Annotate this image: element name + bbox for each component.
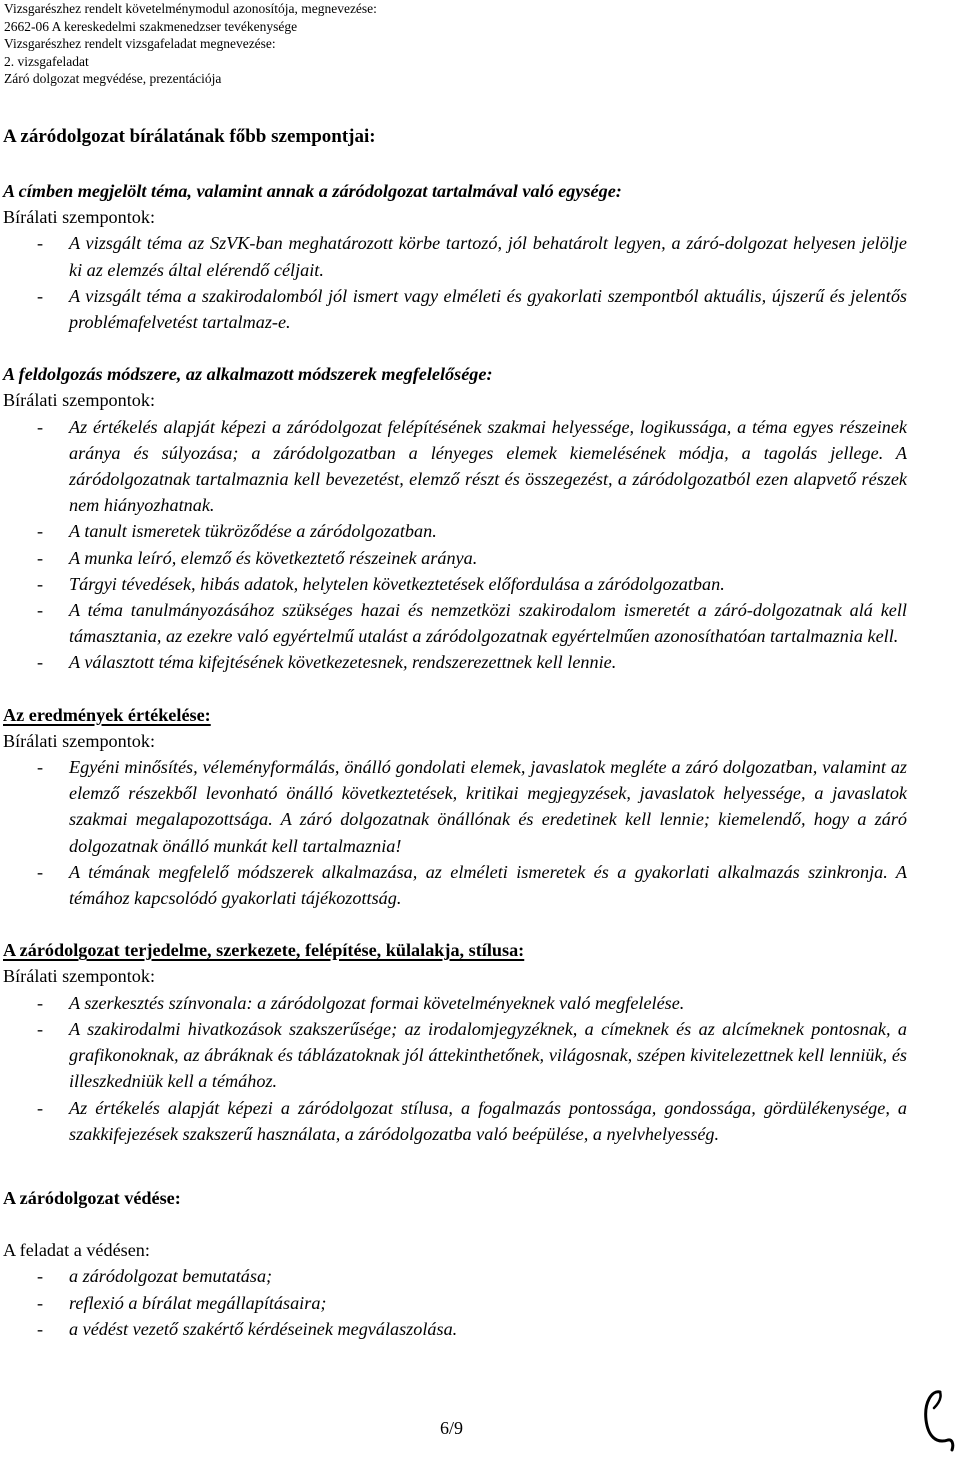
spacer	[3, 911, 907, 937]
criteria-list	[3, 990, 907, 1147]
list-item: - A tanult ismeretek tükröződése a záródolgozatban.	[3, 518, 907, 544]
list-item: - A választott téma kifejtésének következetesnek, rendszerezettnek kell lennie.	[3, 649, 907, 675]
section-title: A záródolgozat terjedelme, szerkezete, felépítése, külalakja, stílusa:	[3, 940, 525, 961]
list-item: - A vizsgált téma a szakirodalomból jól ismert vagy elméleti és gyakorlati szempontból aktuális, újszerű és jelentős problémafelvetést tartalmaz-e.	[3, 283, 907, 335]
section-results	[3, 702, 907, 912]
criteria-list	[3, 754, 907, 911]
list-item: - A munka leíró, elemző és következtető részeinek aránya.	[3, 545, 907, 571]
list-item: - A vizsgált téma az SzVK-ban meghatározott körbe tartozó, jól behatárolt legyen, a záró-dolgozat helyesen jelölje ki az elemzés által elérendő céljait.	[3, 230, 907, 282]
list-item: - a védést vezető szakértő kérdéseinek megválaszolása.	[3, 1316, 907, 1342]
list-item: - a záródolgozat bemutatása;	[3, 1263, 907, 1289]
section-format	[3, 937, 907, 1147]
criteria-label: A feladat a védésen:	[3, 1240, 150, 1261]
section-title: A címben megjelölt téma, valamint annak a záródolgozat tartalmával való egysége:	[3, 181, 622, 201]
header-line: 2. vizsgafeladat	[4, 53, 89, 69]
section-title: A feldolgozás módszere, az alkalmazott módszerek megfelelősége:	[3, 364, 493, 385]
criteria-label: Bírálati szempontok:	[3, 207, 156, 228]
header-line: 2662-06 A kereskedelmi szakmenedzser tevékenysége	[4, 18, 298, 34]
criteria-label: Bírálati szempontok:	[3, 966, 156, 987]
criteria-list	[3, 414, 907, 676]
criteria-list	[3, 230, 907, 335]
list-item: - A témának megfelelő módszerek alkalmazása, az elméleti ismeretek és a gyakorlati alkalmazás szinkronja. A témához kapcsolódó gyakorlati tájékozottság.	[3, 859, 907, 911]
criteria-label: Bírálati szempontok:	[3, 730, 156, 751]
list-item: - A szerkesztés színvonala: a záródolgozat formai követelményeknek való megfelelése.	[3, 990, 907, 1016]
list-item: - Az értékelés alapját képezi a záródolgozat stílusa, a fogalmazás pontossága, gondossága, gördülékenysége, a szakkifejezések szakszerű használata, a záródolgozatba való beépülése, a nyelvhelyesség.	[3, 1095, 907, 1147]
signature-mark	[918, 1384, 958, 1454]
section-title: Az eredmények értékelése:	[3, 704, 211, 725]
spacer	[3, 1211, 907, 1237]
spacer	[3, 676, 907, 702]
section-title: A záródolgozat védése:	[3, 1187, 181, 1208]
header-line: Vizsgarészhez rendelt vizsgafeladat megnevezése:	[4, 36, 276, 52]
criteria-list	[3, 1263, 907, 1342]
section-methods	[3, 361, 907, 675]
section-defense	[3, 1185, 907, 1342]
list-item: - reflexió a bírálat megállapításaira;	[3, 1290, 907, 1316]
list-item: - Az értékelés alapját képezi a záródolgozat felépítésének szakmai helyessége, logikussága, a téma egyes részeinek aránya és súlyozása; a záródolgozatban a lényeges elemek kiemelésének módja, a tagolás jellege. A záródolgozatnak tartalmaznia kell bevezetést, elemző részt és összegezést, a záródolgozatból ezen alapvető részek nem hiányozhatnak.	[3, 414, 907, 519]
spacer	[3, 1147, 907, 1185]
main-title: A záródolgozat bírálatának főbb szempontjai:	[3, 126, 376, 147]
header-line: Vizsgarészhez rendelt követelménymodul azonosítója, megnevezése:	[4, 1, 377, 16]
main-content	[3, 124, 907, 1342]
list-item: - Tárgyi tévedések, hibás adatok, helytelen következtetések előfordulása a záródolgozatban.	[3, 571, 907, 597]
list-item: - Egyéni minősítés, véleményformálás, önálló gondolati elemek, javaslatok megléte a záró dolgozatban, valamint az elemző részekből levonható önálló következtetések, kritikai megjegyzések, javaslatok helyessége, a javaslatok szakmai megalapozottsága. A záró dolgozatnak önállónak és eredetinek kell lennie; kiemelendő, hogy a záró dolgozatnak önálló munkát kell tartalmaznia!	[3, 754, 907, 859]
spacer	[3, 335, 907, 361]
header-line: Záró dolgozat megvédése, prezentációja	[4, 71, 222, 87]
section-topic-unity	[3, 178, 907, 335]
criteria-label: Bírálati szempontok:	[3, 390, 156, 411]
list-item: - A szakirodalmi hivatkozások szakszerűsége; az irodalomjegyzéknek, a címeknek és az alcímeknek pontosnak, a grafikonoknak, az ábráknak és táblázatoknak jól áttekinthetőnek, világosnak, szépen kivitelezettnek kell lenniük, és illeszkedniük kell a témához.	[3, 1016, 907, 1095]
page-header	[4, 0, 377, 88]
page-number: 6/9	[440, 1418, 464, 1438]
list-item: - A téma tanulmányozásához szükséges hazai és nemzetközi szakirodalom ismeretét a záró-dolgozatnak alá kell támasztania, az ezekre való egyértelmű utalást a záródolgozatnak egyértelműen azonosíthatóan tartalmaznia kell.	[3, 597, 907, 649]
